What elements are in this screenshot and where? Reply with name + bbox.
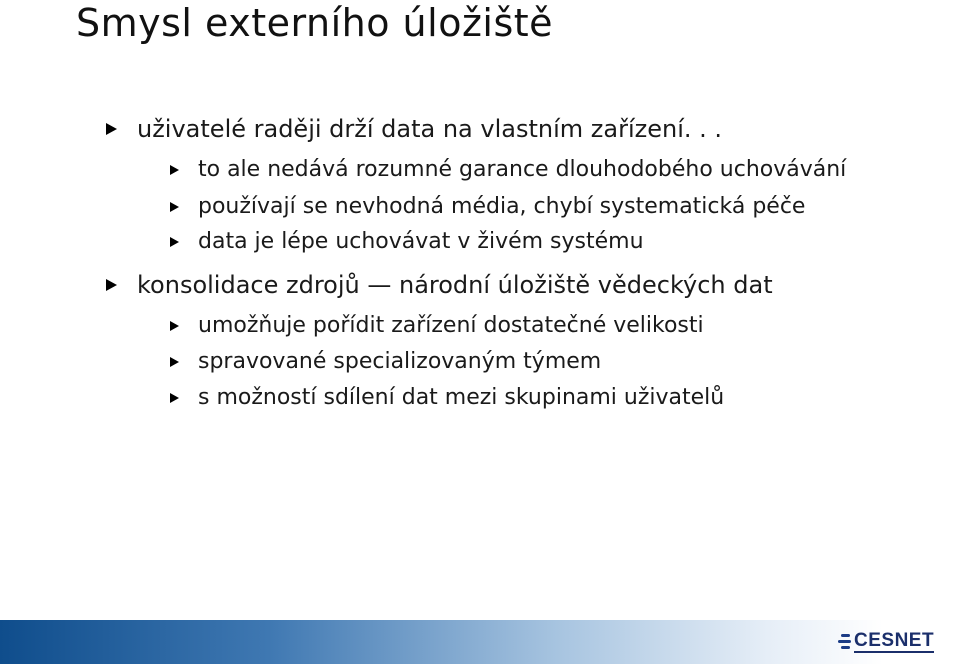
sub-bullet-item-2-2: [170, 348, 601, 376]
sub-bullet-triangle-icon: [170, 393, 179, 403]
bullet-item-2: [106, 270, 773, 300]
sub-bullet-text: s možností sdílení dat mezi skupinami uživatelů: [198, 385, 725, 410]
cesnet-logo-icon: [838, 631, 852, 653]
sub-bullet-triangle-icon: [170, 202, 179, 212]
bullet-text: konsolidace zdrojů — národní úložiště vědeckých dat: [137, 271, 773, 299]
bullet-text: uživatelé raději drží data na vlastním zařízení. . .: [137, 115, 722, 143]
bullet-triangle-icon: [106, 279, 117, 291]
bullet-item-1: [106, 114, 722, 144]
sub-bullet-triangle-icon: [170, 321, 179, 331]
footer-gradient-bar: [0, 620, 960, 664]
sub-bullet-text: spravované specializovaným týmem: [198, 349, 602, 374]
sub-bullet-item-1-3: [170, 228, 644, 256]
sub-bullet-triangle-icon: [170, 357, 179, 367]
sub-bullet-item-2-3: [170, 384, 724, 412]
sub-bullet-item-1-2: [170, 193, 805, 221]
cesnet-logo: [838, 622, 934, 662]
sub-bullet-text: data je lépe uchovávat v živém systému: [198, 229, 644, 254]
cesnet-logo-text: CESNET: [854, 630, 935, 651]
sub-bullet-text: umožňuje pořídit zařízení dostatečné velikosti: [198, 313, 704, 338]
sub-bullet-item-2-1: [170, 312, 704, 340]
sub-bullet-triangle-icon: [170, 237, 179, 247]
slide-title: Smysl externího úložiště: [76, 1, 554, 45]
sub-bullet-text: používají se nevhodná média, chybí systematická péče: [198, 194, 806, 219]
sub-bullet-text: to ale nedává rozumné garance dlouhodobého uchovávání: [198, 157, 847, 182]
sub-bullet-triangle-icon: [170, 165, 179, 175]
bullet-triangle-icon: [106, 123, 117, 135]
sub-bullet-item-1-1: [170, 156, 846, 184]
